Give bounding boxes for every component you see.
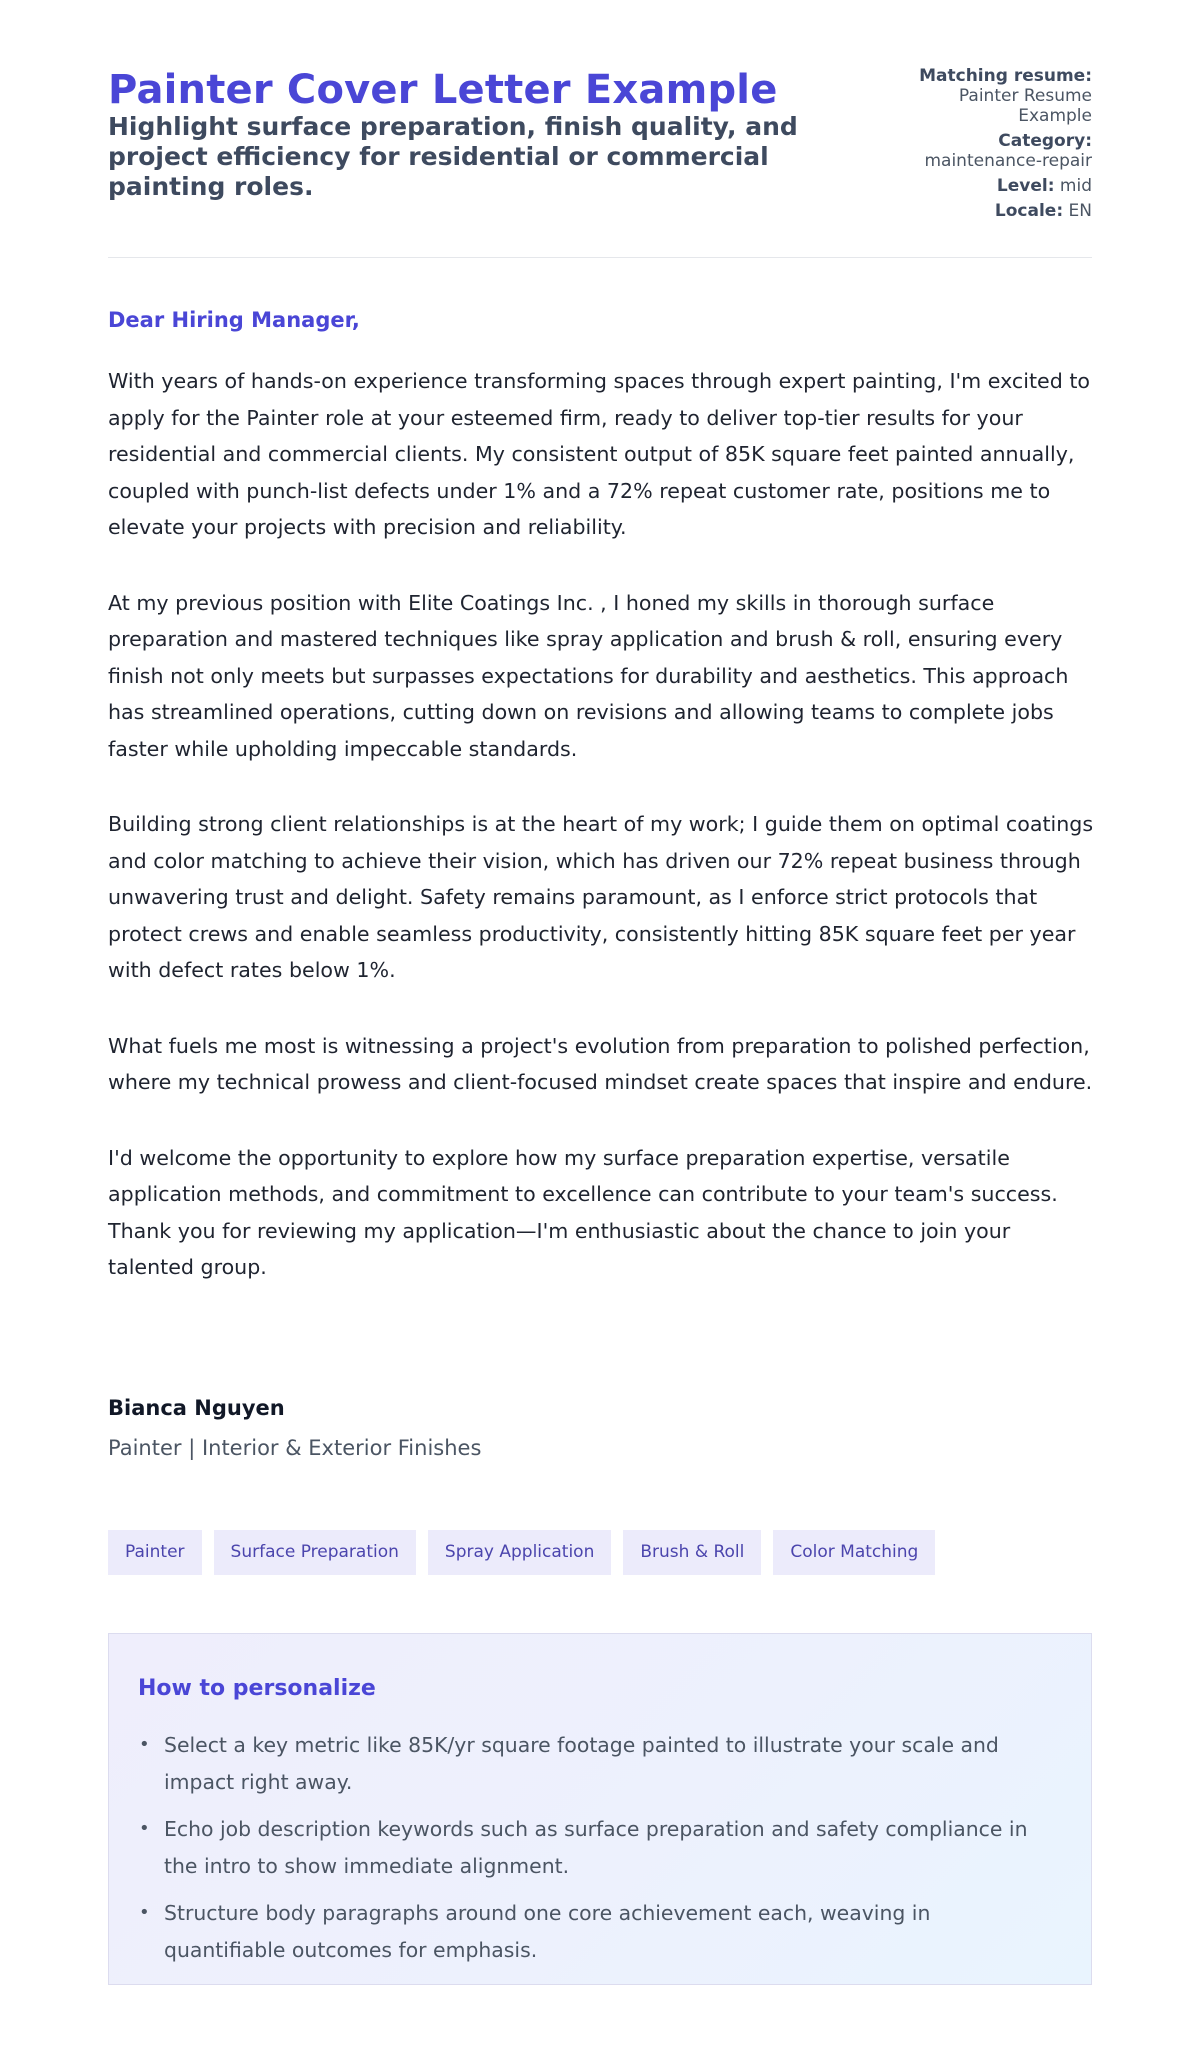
signature-block bbox=[108, 1393, 481, 1463]
bullet-icon: • bbox=[139, 1818, 150, 1839]
meta-category-value: maintenance-repair bbox=[924, 151, 1092, 171]
tips-item bbox=[138, 1811, 1058, 1884]
tag-painter[interactable]: Painter bbox=[108, 1530, 202, 1575]
page-subtitle: Highlight surface preparation, finish quality, and project efficiency for residential or commercial painting roles. bbox=[108, 112, 798, 201]
tips-title: How to personalize bbox=[138, 1676, 376, 1701]
tag-surface-preparation[interactable]: Surface Preparation bbox=[214, 1530, 416, 1575]
tips-item-text: Select a key metric like 85K/yr square footage painted to illustrate your scale and impact right away. bbox=[164, 1733, 999, 1794]
meta-matching-resume-label: Matching resume: bbox=[919, 66, 1092, 86]
meta-matching-resume-value[interactable]: Painter Resume Example bbox=[958, 86, 1092, 126]
letter-paragraph: I'd welcome the opportunity to explore how my surface preparation expertise, versatile application methods, and commitment to excellence can contribute to your team's success. Thank you for reviewing my application—I'm enthusiastic about the chance to join your talented group. bbox=[108, 1145, 1058, 1279]
letter-paragraph: At my previous position with Elite Coatings Inc. , I honed my skills in thorough surface preparation and mastered techniques like spray application and brush & roll, ensuring every finish not only meets but surpasses expectations for durability and aesthetics. This approach has streamlined operations, cutting down on revisions and allowing teams to complete jobs faster while upholding impeccable standards. bbox=[108, 590, 1069, 761]
bullet-icon: • bbox=[139, 1734, 150, 1755]
meta-category bbox=[892, 131, 1092, 171]
meta-locale bbox=[892, 201, 1092, 221]
meta-matching-resume bbox=[892, 66, 1092, 126]
bullet-icon: • bbox=[139, 1902, 150, 1923]
tips-list bbox=[138, 1727, 1058, 1979]
meta-category-label: Category: bbox=[998, 131, 1092, 151]
meta-level bbox=[892, 176, 1092, 196]
signature-title: Painter | Interior & Exterior Finishes bbox=[108, 1436, 482, 1460]
skill-tags bbox=[108, 1530, 935, 1575]
meta-locale-value: EN bbox=[1068, 201, 1092, 221]
meta-panel bbox=[892, 66, 1092, 226]
page-header bbox=[108, 0, 1092, 258]
tips-item bbox=[138, 1727, 1058, 1800]
tips-item-text: Echo job description keywords such as surface preparation and safety compliance in the intro to show immediate alignment. bbox=[164, 1817, 1028, 1878]
tag-spray-application[interactable]: Spray Application bbox=[428, 1530, 611, 1575]
signature-name: Bianca Nguyen bbox=[108, 1396, 285, 1420]
letter-paragraph: Building strong client relationships is at the heart of my work; I guide them on optimal coatings and color matching to achieve their vision, which has driven our 72% repeat business through unwavering trust and delight. Safety remains paramount, as I enforce strict protocols that protect crews and enable seamless productivity, consistently hitting 85K square feet per year with defect rates below 1%. bbox=[108, 812, 1094, 982]
meta-level-value: mid bbox=[1059, 176, 1092, 196]
meta-level-label: Level: bbox=[996, 176, 1055, 196]
title-block bbox=[108, 64, 848, 202]
tag-color-matching[interactable]: Color Matching bbox=[773, 1530, 935, 1575]
letter-body bbox=[108, 363, 1098, 1325]
personalize-tips-box bbox=[108, 1633, 1092, 1985]
page-title: Painter Cover Letter Example bbox=[108, 67, 778, 113]
letter-paragraph: What fuels me most is witnessing a project's evolution from preparation to polished perfection, where my technical prowess and client-focused mindset create spaces that inspire and endure. bbox=[108, 1033, 1093, 1094]
tips-item bbox=[138, 1895, 1058, 1968]
meta-locale-label: Locale: bbox=[994, 201, 1064, 221]
letter-paragraph: With years of hands-on experience transforming spaces through expert painting, I'm excited to apply for the Painter role at your esteemed firm, ready to deliver top-tier results for your residential and commercial clients. My consistent output of 85K square feet painted annually, coupled with punch-list defects under 1% and a 72% repeat customer rate, positions me to elevate your projects with precision and reliability. bbox=[108, 369, 1091, 539]
cover-letter-page bbox=[108, 0, 1094, 1962]
letter-greeting: Dear Hiring Manager, bbox=[108, 308, 360, 332]
tag-brush-and-roll[interactable]: Brush & Roll bbox=[623, 1530, 761, 1575]
tips-item-text: Structure body paragraphs around one core achievement each, weaving in quantifiable outcomes for emphasis. bbox=[164, 1901, 931, 1962]
